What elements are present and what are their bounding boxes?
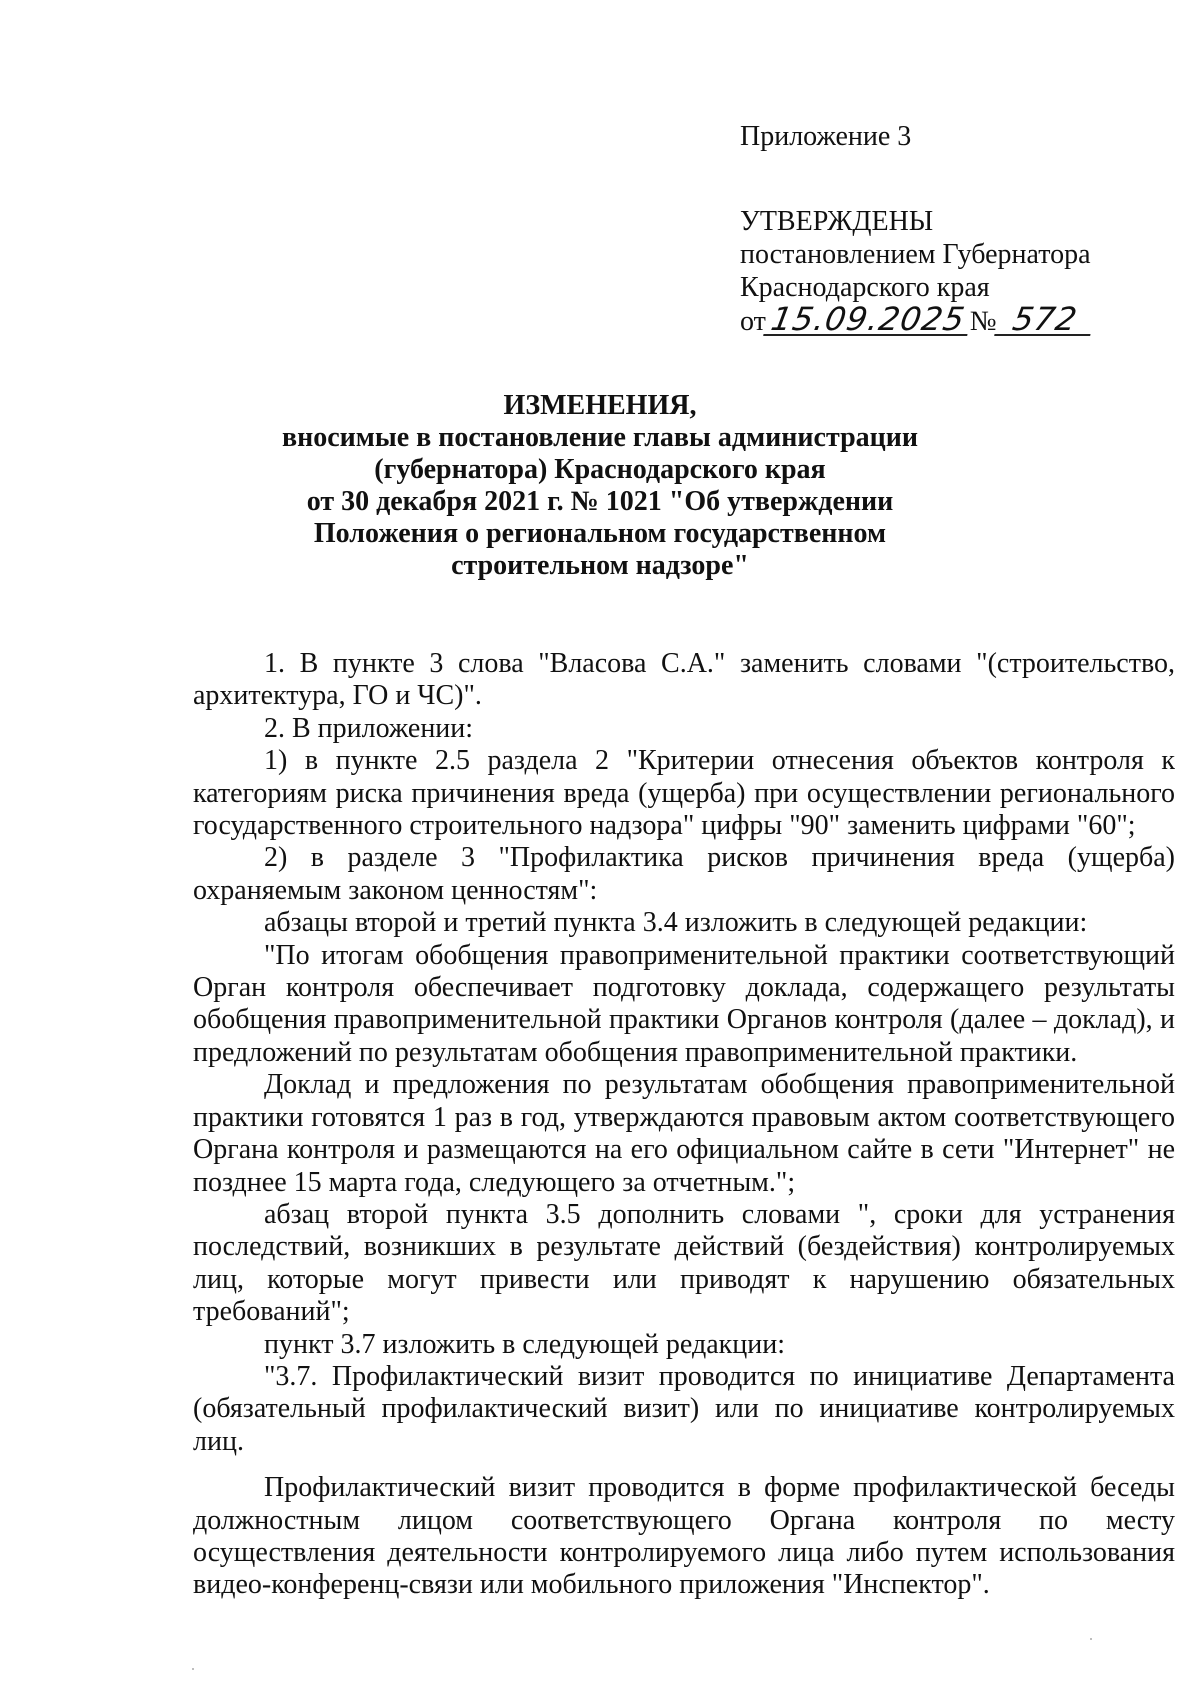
approval-block [740, 120, 1160, 338]
handwritten-date: 15.09.2025 [763, 304, 973, 336]
paragraph: Профилактический визит проводится в форме профилактической беседы должностным лицом соответствующего Органа контроля по месту осуществления деятельности контролируемого лица либо путем использования видео-конференц-связи или мобильного приложения "Инспектор". [193, 1472, 1175, 1601]
paragraph: 2) в разделе 3 "Профилактика рисков причинения вреда (ущерба) охраняемым законом ценностям": [193, 842, 1175, 906]
paragraph: Доклад и предложения по результатам обобщения правоприменительной практики готовятся 1 раз в год, утверждаются правовым актом соответствующего Органа контроля и размещаются на его официальном сайте в сети "Интернет" не позднее 15 марта года, следующего за отчетным."; [193, 1069, 1175, 1198]
scan-speck [1090, 1638, 1092, 1640]
title-line-4: Положения о региональном государственном [313, 518, 887, 549]
title-heading: ИЗМЕНЕНИЯ, [503, 390, 697, 421]
number-prefix: № [969, 306, 997, 337]
title-line-2: (губернатора) Краснодарского края [374, 454, 826, 485]
paragraph: "По итогам обобщения правоприменительной практики соответствующий Орган контроля обеспечивает подготовку доклада, содержащего результаты обобщения правоприменительной практики Органов контроля (далее – доклад), и предложений по результатам обобщения правоприменительной практики. [193, 939, 1175, 1068]
paragraph: 1) в пункте 2.5 раздела 2 "Критерии отнесения объектов контроля к категориям риска причинения вреда (ущерба) при осуществлении регионального государственного строительного надзора" цифры "90" заменить цифрами "60"; [193, 745, 1175, 842]
title-line-1: вносимые в постановление главы администрации [281, 422, 919, 453]
title-line-5: строительном надзоре" [451, 550, 749, 581]
date-prefix: от [740, 306, 766, 337]
paragraph: 1. В пункте 3 слова "Власова С.А." заменить словами "(строительство, архитектура, ГО и ЧС)". [193, 648, 1175, 712]
handwritten-number: 572 [994, 304, 1096, 336]
paragraph: абзац второй пункта 3.5 дополнить словами ", сроки для устранения последствий, возникших в результате действий (бездействия) контролируемых лиц, которые могут привести или приводят к нарушению обязательных требований"; [193, 1198, 1175, 1328]
paragraph: абзацы второй и третий пункта 3.4 изложить в следующей редакции: [264, 907, 1088, 939]
scan-speck [192, 1668, 194, 1670]
approved-by-line-2: Краснодарского края [740, 272, 990, 303]
document-body [193, 648, 1175, 1602]
date-number-line [740, 300, 1160, 338]
document-title [180, 390, 1020, 582]
appendix-number: Приложение 3 [740, 121, 912, 152]
approved-label: УТВЕРЖДЕНЫ [740, 206, 934, 237]
paragraph: пункт 3.7 изложить в следующей редакции: [264, 1328, 785, 1360]
paragraph: "3.7. Профилактический визит проводится по инициативе Департамента (обязательный профилактический визит) или по инициативе контролируемых лиц. [193, 1360, 1175, 1457]
approved-by-line-1: постановлением Губернатора [740, 239, 1091, 270]
title-line-3: от 30 декабря 2021 г. № 1021 "Об утверждении [306, 486, 894, 517]
paragraph: 2. В приложении: [264, 712, 474, 744]
